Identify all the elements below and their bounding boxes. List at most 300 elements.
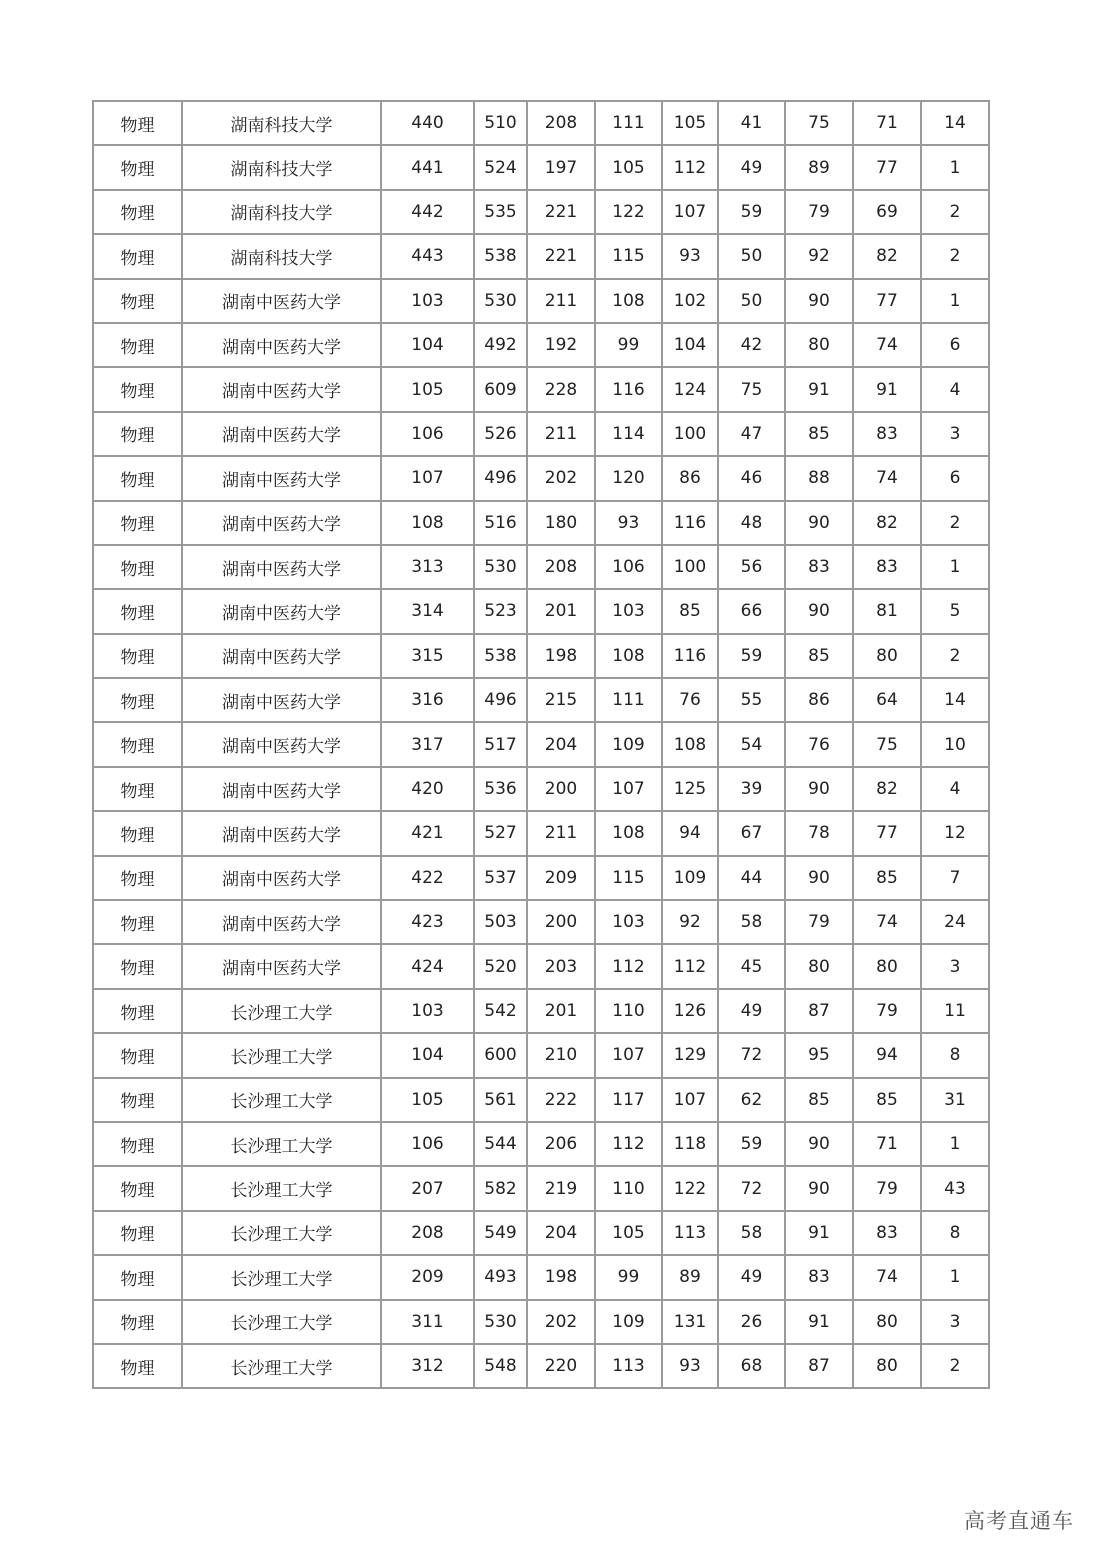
score-cell-a: 228 xyxy=(527,367,595,411)
score-cell-e: 79 xyxy=(785,190,853,234)
score-cell-a: 201 xyxy=(527,589,595,633)
total-score-cell: 510 xyxy=(474,101,527,145)
university-cell: 湖南中医药大学 xyxy=(182,767,381,811)
major-group-cell: 207 xyxy=(381,1166,474,1210)
major-group-cell: 315 xyxy=(381,634,474,678)
score-cell-c: 131 xyxy=(662,1300,718,1344)
total-score-cell: 600 xyxy=(474,1033,527,1077)
subject-cell: 物理 xyxy=(93,900,182,944)
score-cell-f: 83 xyxy=(853,545,921,589)
major-group-cell: 316 xyxy=(381,678,474,722)
total-score-cell: 530 xyxy=(474,279,527,323)
score-cell-a: 220 xyxy=(527,1344,595,1388)
total-score-cell: 530 xyxy=(474,545,527,589)
score-cell-e: 80 xyxy=(785,944,853,988)
score-cell-c: 93 xyxy=(662,234,718,278)
score-cell-c: 113 xyxy=(662,1211,718,1255)
score-cell-d: 62 xyxy=(718,1078,785,1122)
subject-cell: 物理 xyxy=(93,678,182,722)
university-cell: 湖南中医药大学 xyxy=(182,722,381,766)
score-cell-b: 114 xyxy=(595,412,662,456)
total-score-cell: 524 xyxy=(474,145,527,189)
subject-cell: 物理 xyxy=(93,190,182,234)
score-cell-a: 200 xyxy=(527,900,595,944)
score-cell-f: 75 xyxy=(853,722,921,766)
score-cell-a: 204 xyxy=(527,1211,595,1255)
score-cell-d: 55 xyxy=(718,678,785,722)
count-cell: 1 xyxy=(921,1255,989,1299)
count-cell: 1 xyxy=(921,545,989,589)
score-cell-f: 83 xyxy=(853,412,921,456)
score-cell-c: 116 xyxy=(662,501,718,545)
score-cell-b: 107 xyxy=(595,1033,662,1077)
score-cell-a: 197 xyxy=(527,145,595,189)
score-cell-d: 54 xyxy=(718,722,785,766)
score-cell-b: 110 xyxy=(595,989,662,1033)
score-cell-a: 208 xyxy=(527,101,595,145)
count-cell: 43 xyxy=(921,1166,989,1210)
major-group-cell: 421 xyxy=(381,811,474,855)
score-cell-e: 90 xyxy=(785,279,853,323)
count-cell: 31 xyxy=(921,1078,989,1122)
score-cell-d: 46 xyxy=(718,456,785,500)
university-cell: 长沙理工大学 xyxy=(182,1211,381,1255)
major-group-cell: 105 xyxy=(381,1078,474,1122)
score-cell-b: 99 xyxy=(595,323,662,367)
score-cell-e: 80 xyxy=(785,323,853,367)
score-cell-f: 79 xyxy=(853,989,921,1033)
subject-cell: 物理 xyxy=(93,1122,182,1166)
score-cell-a: 211 xyxy=(527,279,595,323)
watermark: 高考直通车 xyxy=(964,1509,1074,1533)
score-cell-b: 111 xyxy=(595,678,662,722)
table-row xyxy=(93,1078,989,1122)
count-cell: 6 xyxy=(921,323,989,367)
score-cell-f: 85 xyxy=(853,1078,921,1122)
count-cell: 7 xyxy=(921,856,989,900)
major-group-cell: 311 xyxy=(381,1300,474,1344)
major-group-cell: 423 xyxy=(381,900,474,944)
score-cell-b: 108 xyxy=(595,634,662,678)
total-score-cell: 496 xyxy=(474,678,527,722)
score-cell-a: 192 xyxy=(527,323,595,367)
score-cell-e: 83 xyxy=(785,1255,853,1299)
count-cell: 3 xyxy=(921,1300,989,1344)
count-cell: 12 xyxy=(921,811,989,855)
count-cell: 10 xyxy=(921,722,989,766)
score-cell-c: 104 xyxy=(662,323,718,367)
score-cell-e: 79 xyxy=(785,900,853,944)
score-cell-f: 69 xyxy=(853,190,921,234)
university-cell: 湖南中医药大学 xyxy=(182,456,381,500)
score-cell-d: 49 xyxy=(718,1255,785,1299)
table-row xyxy=(93,900,989,944)
total-score-cell: 609 xyxy=(474,367,527,411)
score-cell-d: 67 xyxy=(718,811,785,855)
score-cell-a: 180 xyxy=(527,501,595,545)
score-cell-f: 82 xyxy=(853,234,921,278)
total-score-cell: 517 xyxy=(474,722,527,766)
subject-cell: 物理 xyxy=(93,589,182,633)
score-cell-f: 74 xyxy=(853,456,921,500)
table-row xyxy=(93,634,989,678)
count-cell: 11 xyxy=(921,989,989,1033)
university-cell: 湖南中医药大学 xyxy=(182,412,381,456)
table-row xyxy=(93,234,989,278)
university-cell: 湖南科技大学 xyxy=(182,234,381,278)
score-cell-b: 111 xyxy=(595,101,662,145)
score-cell-a: 210 xyxy=(527,1033,595,1077)
score-cell-e: 90 xyxy=(785,767,853,811)
score-cell-c: 112 xyxy=(662,145,718,189)
score-cell-f: 94 xyxy=(853,1033,921,1077)
total-score-cell: 503 xyxy=(474,900,527,944)
count-cell: 1 xyxy=(921,279,989,323)
major-group-cell: 104 xyxy=(381,323,474,367)
score-table xyxy=(92,100,990,1389)
university-cell: 湖南中医药大学 xyxy=(182,634,381,678)
table-row xyxy=(93,412,989,456)
score-cell-b: 110 xyxy=(595,1166,662,1210)
total-score-cell: 526 xyxy=(474,412,527,456)
total-score-cell: 549 xyxy=(474,1211,527,1255)
score-cell-f: 77 xyxy=(853,811,921,855)
score-cell-b: 115 xyxy=(595,856,662,900)
table-row xyxy=(93,367,989,411)
table-row xyxy=(93,811,989,855)
major-group-cell: 314 xyxy=(381,589,474,633)
subject-cell: 物理 xyxy=(93,1255,182,1299)
university-cell: 湖南中医药大学 xyxy=(182,589,381,633)
university-cell: 湖南中医药大学 xyxy=(182,323,381,367)
table-row xyxy=(93,545,989,589)
university-cell: 长沙理工大学 xyxy=(182,989,381,1033)
score-cell-d: 45 xyxy=(718,944,785,988)
subject-cell: 物理 xyxy=(93,101,182,145)
score-cell-b: 117 xyxy=(595,1078,662,1122)
score-cell-e: 90 xyxy=(785,501,853,545)
score-cell-b: 115 xyxy=(595,234,662,278)
score-cell-b: 105 xyxy=(595,145,662,189)
table-row xyxy=(93,1122,989,1166)
major-group-cell: 313 xyxy=(381,545,474,589)
count-cell: 3 xyxy=(921,944,989,988)
major-group-cell: 422 xyxy=(381,856,474,900)
table-row xyxy=(93,190,989,234)
score-cell-d: 39 xyxy=(718,767,785,811)
score-cell-f: 80 xyxy=(853,944,921,988)
university-cell: 长沙理工大学 xyxy=(182,1033,381,1077)
major-group-cell: 442 xyxy=(381,190,474,234)
score-cell-b: 106 xyxy=(595,545,662,589)
score-cell-d: 66 xyxy=(718,589,785,633)
score-cell-d: 41 xyxy=(718,101,785,145)
university-cell: 湖南科技大学 xyxy=(182,145,381,189)
major-group-cell: 420 xyxy=(381,767,474,811)
total-score-cell: 561 xyxy=(474,1078,527,1122)
score-cell-a: 222 xyxy=(527,1078,595,1122)
major-group-cell: 105 xyxy=(381,367,474,411)
score-cell-f: 83 xyxy=(853,1211,921,1255)
table-row xyxy=(93,279,989,323)
subject-cell: 物理 xyxy=(93,145,182,189)
score-cell-a: 198 xyxy=(527,634,595,678)
score-cell-b: 99 xyxy=(595,1255,662,1299)
total-score-cell: 492 xyxy=(474,323,527,367)
score-cell-a: 203 xyxy=(527,944,595,988)
university-cell: 湖南中医药大学 xyxy=(182,545,381,589)
count-cell: 2 xyxy=(921,501,989,545)
score-cell-a: 221 xyxy=(527,234,595,278)
score-cell-d: 58 xyxy=(718,900,785,944)
count-cell: 2 xyxy=(921,1344,989,1388)
subject-cell: 物理 xyxy=(93,1344,182,1388)
score-cell-c: 86 xyxy=(662,456,718,500)
subject-cell: 物理 xyxy=(93,323,182,367)
count-cell: 24 xyxy=(921,900,989,944)
table-row xyxy=(93,989,989,1033)
university-cell: 湖南中医药大学 xyxy=(182,811,381,855)
score-cell-a: 215 xyxy=(527,678,595,722)
count-cell: 6 xyxy=(921,456,989,500)
score-cell-c: 124 xyxy=(662,367,718,411)
score-cell-d: 56 xyxy=(718,545,785,589)
score-cell-e: 90 xyxy=(785,1122,853,1166)
score-cell-b: 103 xyxy=(595,589,662,633)
count-cell: 4 xyxy=(921,367,989,411)
subject-cell: 物理 xyxy=(93,1166,182,1210)
table-row xyxy=(93,456,989,500)
university-cell: 长沙理工大学 xyxy=(182,1166,381,1210)
table-row xyxy=(93,1344,989,1388)
score-cell-b: 112 xyxy=(595,1122,662,1166)
total-score-cell: 527 xyxy=(474,811,527,855)
score-cell-e: 87 xyxy=(785,1344,853,1388)
count-cell: 5 xyxy=(921,589,989,633)
score-cell-d: 72 xyxy=(718,1033,785,1077)
score-cell-d: 68 xyxy=(718,1344,785,1388)
count-cell: 14 xyxy=(921,678,989,722)
major-group-cell: 312 xyxy=(381,1344,474,1388)
score-cell-d: 50 xyxy=(718,279,785,323)
score-cell-f: 82 xyxy=(853,767,921,811)
score-cell-b: 122 xyxy=(595,190,662,234)
major-group-cell: 104 xyxy=(381,1033,474,1077)
score-cell-f: 82 xyxy=(853,501,921,545)
score-cell-e: 86 xyxy=(785,678,853,722)
major-group-cell: 424 xyxy=(381,944,474,988)
score-cell-f: 80 xyxy=(853,634,921,678)
major-group-cell: 108 xyxy=(381,501,474,545)
table-row xyxy=(93,1255,989,1299)
table-row xyxy=(93,767,989,811)
count-cell: 8 xyxy=(921,1211,989,1255)
score-cell-b: 116 xyxy=(595,367,662,411)
subject-cell: 物理 xyxy=(93,989,182,1033)
score-cell-f: 80 xyxy=(853,1300,921,1344)
score-cell-a: 219 xyxy=(527,1166,595,1210)
subject-cell: 物理 xyxy=(93,1033,182,1077)
total-score-cell: 542 xyxy=(474,989,527,1033)
subject-cell: 物理 xyxy=(93,767,182,811)
subject-cell: 物理 xyxy=(93,412,182,456)
score-cell-d: 58 xyxy=(718,1211,785,1255)
university-cell: 长沙理工大学 xyxy=(182,1344,381,1388)
score-cell-c: 100 xyxy=(662,412,718,456)
total-score-cell: 496 xyxy=(474,456,527,500)
major-group-cell: 106 xyxy=(381,412,474,456)
score-cell-d: 49 xyxy=(718,145,785,189)
score-cell-f: 79 xyxy=(853,1166,921,1210)
table-row xyxy=(93,944,989,988)
total-score-cell: 520 xyxy=(474,944,527,988)
university-cell: 湖南中医药大学 xyxy=(182,279,381,323)
score-cell-d: 75 xyxy=(718,367,785,411)
subject-cell: 物理 xyxy=(93,367,182,411)
score-cell-c: 125 xyxy=(662,767,718,811)
score-cell-a: 209 xyxy=(527,856,595,900)
score-cell-d: 44 xyxy=(718,856,785,900)
score-cell-a: 202 xyxy=(527,456,595,500)
score-cell-e: 85 xyxy=(785,1078,853,1122)
table-row xyxy=(93,1166,989,1210)
count-cell: 3 xyxy=(921,412,989,456)
score-cell-a: 211 xyxy=(527,811,595,855)
score-cell-a: 221 xyxy=(527,190,595,234)
university-cell: 湖南科技大学 xyxy=(182,101,381,145)
table-row xyxy=(93,1300,989,1344)
subject-cell: 物理 xyxy=(93,1078,182,1122)
score-cell-e: 91 xyxy=(785,1211,853,1255)
score-cell-c: 116 xyxy=(662,634,718,678)
score-cell-d: 50 xyxy=(718,234,785,278)
score-cell-e: 87 xyxy=(785,989,853,1033)
score-cell-b: 112 xyxy=(595,944,662,988)
subject-cell: 物理 xyxy=(93,944,182,988)
subject-cell: 物理 xyxy=(93,234,182,278)
score-cell-f: 81 xyxy=(853,589,921,633)
table-row xyxy=(93,678,989,722)
score-cell-f: 74 xyxy=(853,1255,921,1299)
score-cell-c: 129 xyxy=(662,1033,718,1077)
major-group-cell: 440 xyxy=(381,101,474,145)
score-cell-e: 88 xyxy=(785,456,853,500)
score-cell-f: 74 xyxy=(853,900,921,944)
score-cell-d: 26 xyxy=(718,1300,785,1344)
major-group-cell: 208 xyxy=(381,1211,474,1255)
score-cell-b: 105 xyxy=(595,1211,662,1255)
score-cell-b: 103 xyxy=(595,900,662,944)
major-group-cell: 103 xyxy=(381,279,474,323)
university-cell: 湖南科技大学 xyxy=(182,190,381,234)
university-cell: 湖南中医药大学 xyxy=(182,944,381,988)
score-cell-f: 77 xyxy=(853,145,921,189)
subject-cell: 物理 xyxy=(93,545,182,589)
score-cell-e: 85 xyxy=(785,634,853,678)
score-cell-e: 76 xyxy=(785,722,853,766)
score-cell-b: 108 xyxy=(595,279,662,323)
score-cell-f: 71 xyxy=(853,1122,921,1166)
table-row xyxy=(93,856,989,900)
score-cell-a: 206 xyxy=(527,1122,595,1166)
score-cell-f: 91 xyxy=(853,367,921,411)
university-cell: 长沙理工大学 xyxy=(182,1122,381,1166)
table-row xyxy=(93,1211,989,1255)
score-cell-b: 109 xyxy=(595,1300,662,1344)
total-score-cell: 582 xyxy=(474,1166,527,1210)
score-cell-f: 74 xyxy=(853,323,921,367)
score-cell-d: 59 xyxy=(718,1122,785,1166)
table-body xyxy=(93,101,989,1388)
score-cell-c: 93 xyxy=(662,1344,718,1388)
count-cell: 1 xyxy=(921,1122,989,1166)
total-score-cell: 548 xyxy=(474,1344,527,1388)
university-cell: 长沙理工大学 xyxy=(182,1255,381,1299)
subject-cell: 物理 xyxy=(93,722,182,766)
total-score-cell: 544 xyxy=(474,1122,527,1166)
score-cell-a: 200 xyxy=(527,767,595,811)
total-score-cell: 535 xyxy=(474,190,527,234)
total-score-cell: 493 xyxy=(474,1255,527,1299)
subject-cell: 物理 xyxy=(93,501,182,545)
score-cell-e: 90 xyxy=(785,1166,853,1210)
score-cell-f: 64 xyxy=(853,678,921,722)
score-cell-b: 109 xyxy=(595,722,662,766)
score-cell-b: 108 xyxy=(595,811,662,855)
table-row xyxy=(93,589,989,633)
subject-cell: 物理 xyxy=(93,456,182,500)
total-score-cell: 538 xyxy=(474,234,527,278)
score-cell-e: 91 xyxy=(785,367,853,411)
score-cell-b: 93 xyxy=(595,501,662,545)
subject-cell: 物理 xyxy=(93,811,182,855)
score-cell-a: 201 xyxy=(527,989,595,1033)
score-cell-f: 71 xyxy=(853,101,921,145)
total-score-cell: 538 xyxy=(474,634,527,678)
score-cell-e: 85 xyxy=(785,412,853,456)
major-group-cell: 443 xyxy=(381,234,474,278)
score-cell-d: 59 xyxy=(718,634,785,678)
table-row xyxy=(93,501,989,545)
score-cell-c: 108 xyxy=(662,722,718,766)
total-score-cell: 536 xyxy=(474,767,527,811)
score-cell-e: 95 xyxy=(785,1033,853,1077)
score-cell-c: 109 xyxy=(662,856,718,900)
table-row xyxy=(93,101,989,145)
major-group-cell: 209 xyxy=(381,1255,474,1299)
score-cell-f: 80 xyxy=(853,1344,921,1388)
university-cell: 湖南中医药大学 xyxy=(182,678,381,722)
score-cell-c: 85 xyxy=(662,589,718,633)
count-cell: 8 xyxy=(921,1033,989,1077)
table-row xyxy=(93,145,989,189)
score-cell-c: 112 xyxy=(662,944,718,988)
score-cell-d: 49 xyxy=(718,989,785,1033)
score-cell-e: 92 xyxy=(785,234,853,278)
score-cell-e: 78 xyxy=(785,811,853,855)
score-cell-f: 77 xyxy=(853,279,921,323)
university-cell: 湖南中医药大学 xyxy=(182,856,381,900)
table-row xyxy=(93,722,989,766)
score-cell-c: 122 xyxy=(662,1166,718,1210)
count-cell: 1 xyxy=(921,145,989,189)
score-cell-b: 113 xyxy=(595,1344,662,1388)
score-cell-c: 89 xyxy=(662,1255,718,1299)
subject-cell: 物理 xyxy=(93,1211,182,1255)
total-score-cell: 523 xyxy=(474,589,527,633)
count-cell: 2 xyxy=(921,190,989,234)
score-cell-c: 100 xyxy=(662,545,718,589)
